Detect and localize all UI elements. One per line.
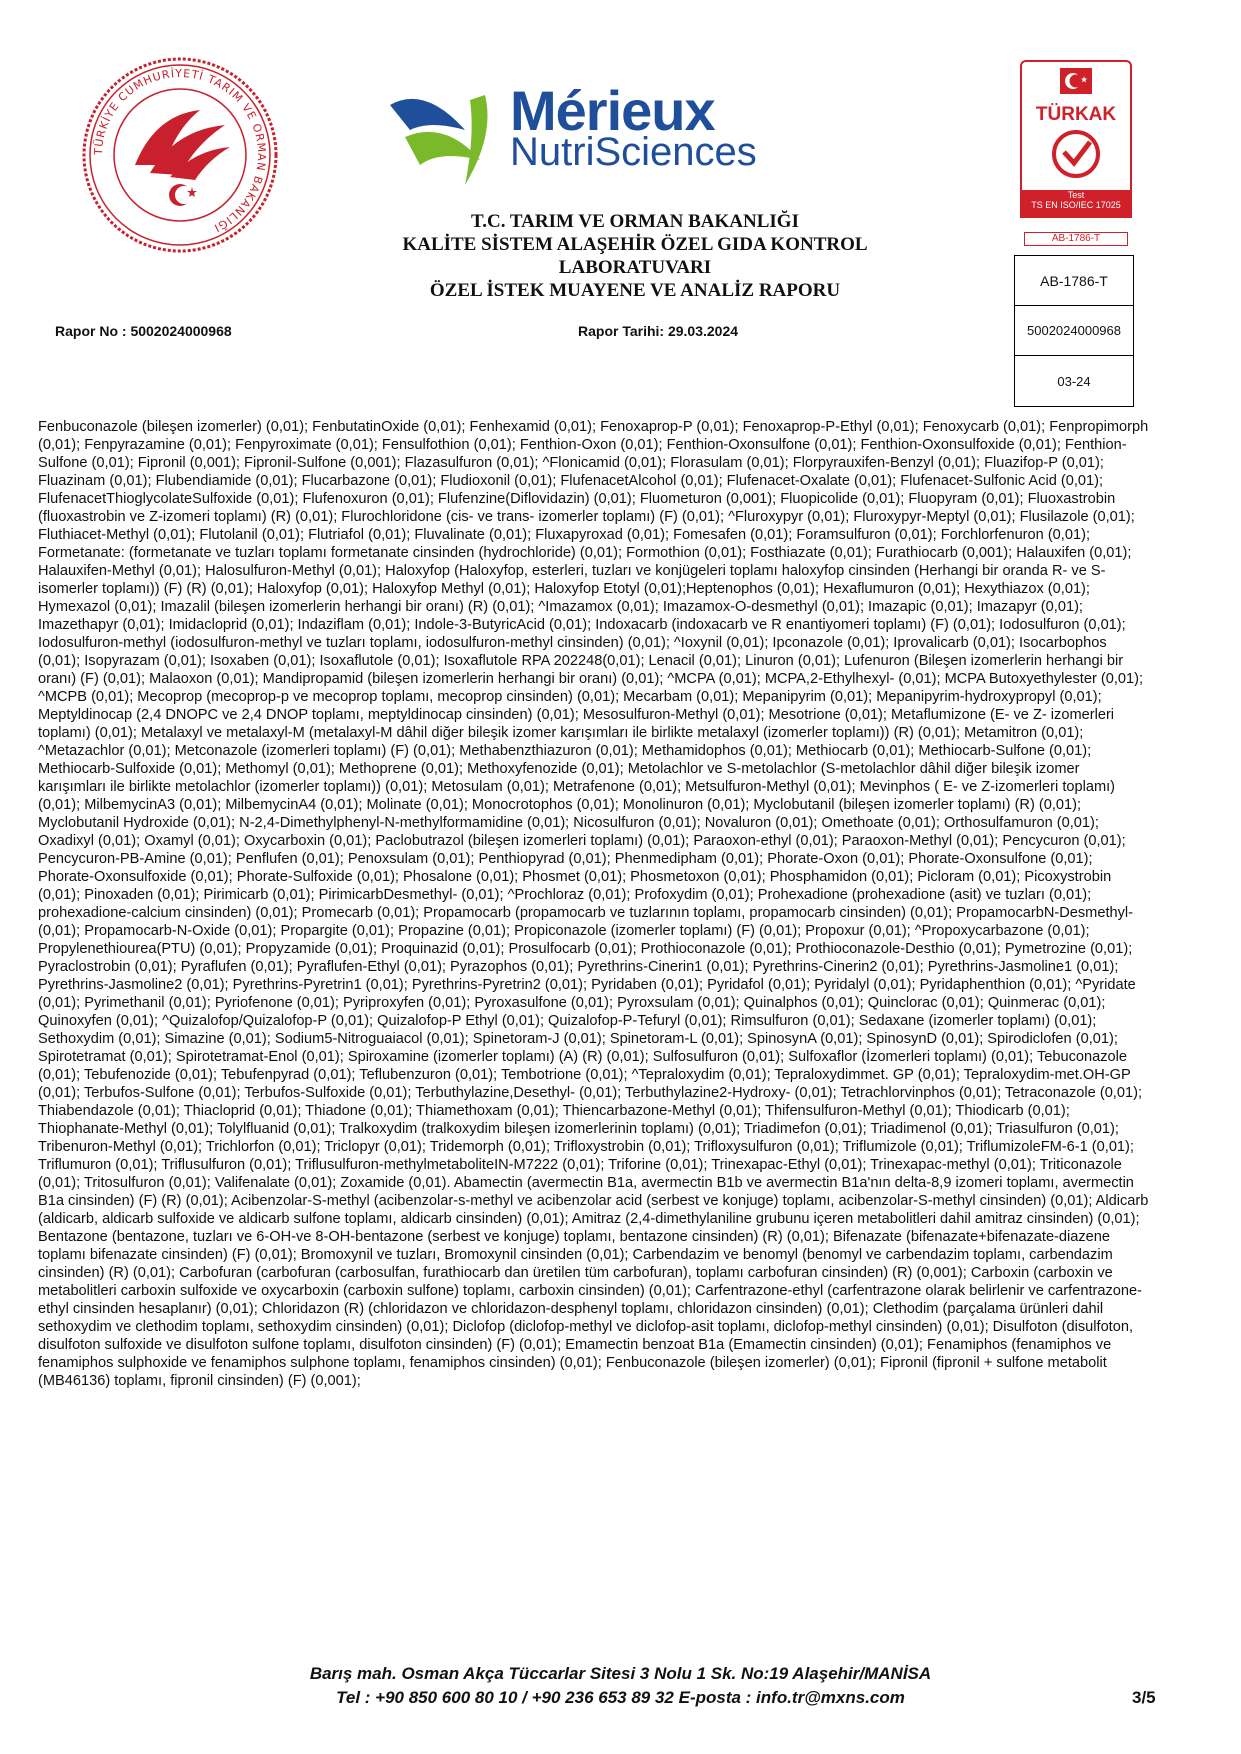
seal-ring-text: TÜRKİYE CUMHURİYETİ TARIM VE ORMAN BAKANLIĞI [91,66,269,235]
code-box-date: 03-24 [1057,373,1091,389]
title-line-report: ÖZEL İSTEK MUAYENE VE ANALİZ RAPORU [429,280,841,301]
turkak-mark [1020,60,1132,210]
turkak-brand: TÜRKAK [1035,104,1117,125]
code-box-accreditation: AB-1786-T [1015,256,1133,306]
analysis-parameter-list: Fenbuconazole (bileşen izomerler) (0,01); FenbutatinOxide (0,01); Fenhexamid (0,01); Fenoxaprop-P (0,01); Fenoxaprop-P-Ethyl (0,01); Fenoxycarb (0,01); Fenpropimorph (0,01); Fenpyrazamine (0,01); Fenpyroximate (0,01); Fensulfothion (0,01); Fenthion-Oxon (0,01); Fenthion-Oxonsulfone (0,01); Fenthion-Oxonsulfoxide (0,01); Fenthion-Sulfone (0,01); Fipronil (0,001); Fipronil-Sulfone (0,001); Flazasulfuron (0,01); ^Flonicamid (0,01); Florasulam (0,01); Florpyrauxifen-Benzyl (0,01); Fluazifop-P (0,01); Fluazinam (0,01); Flubendiamide (0,01); Flucarbazone (0,01); Fludioxonil (0,01); FlufenacetAlcohol (0,01); Flufenacet-Oxalate (0,01); Flufenacet-Sulfonic Acid (0,01); FlufenacetThioglycolateSulfoxide (0,01); Flufenoxuron (0,01); Flufenzine(Diflovidazin) (0,01); Fluometuron (0,001); Fluopicolide (0,01); Fluopyram (0,01); Fluoxastrobin (fluoxastrobin ve Z-izomeri toplamı) (R) (0,01); Flurochloridone (cis- ve trans- izomerler toplamı) (F) (0,01); ^Fluroxypyr (0,01); Fluroxypyr-Meptyl (0,01); Flusilazole (0,01); Fluthiacet-Methyl (0,01); Flutolanil (0,01); Flutriafol (0,01); Fluvalinate (0,01); Fluxapyroxad (0,01); Fomesafen (0,01); Foramsulfuron (0,01); Forchlorfenuron (0,01); Formetanate: (formetanate ve tuzları toplamı formetanate cinsinden (hydrochloride) (0,01); Formothion (0,01); Fosthiazate (0,01); Furathiocarb (0,001); Halauxifen (0,01); Halauxifen-Methyl (0,01); Halosulfuron-Methyl (0,01); Haloxyfop (Haloxyfop, esterleri, tuzları ve konjügeleri toplamı haloxyfop cinsinden (Herhangi bir oranda R- ve S- isomerler toplamı)) (F) (R) (0,01); Haloxyfop (0,01); Haloxyfop Methyl (0,01); Haloxyfop Etotyl (0,01);Heptenophos (0,01); Hexaflumuron (0,01); Hexythiazox (0,01); Hymexazol (0,01); Imazalil (bileşen izomerlerin herhangi bir oranı) (R) (0,01); ^Imazamox (0,01); Imazamox-O-desmethyl (0,01); Imazapic (0,01); Imazapyr (0,01); Imazethapyr (0,01); Imidacloprid (0,01); Indaziflam (0,01); Indole-3-ButyricAcid (0,01); Indoxacarb (indoxacarb ve R enantiyomeri toplamı) (F) (0,01); Iodosulfuron (0,01); Iodosulfuron-methyl (iodosulfuron-methyl ve tuzları toplamı, iodosulfuron-methyl cinsinden) (0,01); ^Ioxynil (0,01); Ipconazole (0,01); Iprovalicarb (0,01); Isocarbophos (0,01); Isopyrazam (0,01); Isoxaben (0,01); Isoxaflutole (0,01); Isoxaflutole RPA 202248(0,01); Lenacil (0,01); Linuron (0,01); Lufenuron (Bileşen izomerlerin herhangi bir oranı) (F) (0,01); Malaoxon (0,01); Mandipropamid (bileşen izomerlerin herhangi bir oranı) (0,01); ^MCPA (0,01); MCPA,2-Ethylhexyl- (0,01); MCPA Butoxyethylester (0,01); ^MCPB (0,01); Mecoprop (mecoprop-p ve mecoprop toplamı, mecoprop cinsinden) (0,01); Mecarbam (0,01); Mepanipyrim (0,01); Mepanipyrim-hydroxypropyl (0,01); Meptyldinocap (2,4 DNOPC ve 2,4 DNOP toplamı, meptyldinocap cinsinden) (0,01); Mesosulfuron-Methyl (0,01); Mesotrione (0,01); Metaflumizone (E- ve Z- izomerleri toplamı) (0,01); Metalaxyl ve metalaxyl-M (metalaxyl-M dâhil diğer bileşik izomer karışımları ile birlikte metalaxyl (izomerler toplamı)) (R) (0,01); Metamitron (0,01); ^Metazachlor (0,01); Metconazole (izomerleri toplamı) (F) (0,01); Methabenzthiazuron (0,01); Methamidophos (0,01); Methiocarb (0,01); Methiocarb-Sulfone (0,01); Methiocarb-Sulfoxide (0,01); Methomyl (0,01); Methoprene (0,01); Methoxyfenozide (0,01); Metolachlor ve S-metolachlor (S-metolachlor dâhil diğer bileşik izomer karışımları ile birlikte metolachlor (izomerler toplamı)) (0,01); Metosulam (0,01); Metrafenone (0,01); Metsulfuron-Methyl (0,01); Mevinphos ( E- ve Z-izomerleri toplamı) (0,01); MilbemycinA3 (0,01); MilbemycinA4 (0,01); Molinate (0,01); Monocrotophos (0,01); Monolinuron (0,01); Myclobutanil (bileşen izomerler toplamı) (R) (0,01); Myclobutanil Hydroxide (0,01); N-2,4-Dimethylphenyl-N-methylformamidine (0,01); Nicosulfuron (0,01); Novaluron (0,01); Omethoate (0,01); Orthosulfamuron (0,01); Oxadixyl (0,01); Oxamyl (0,01); Oxycarboxin (0,01); Paclobutrazol (bileşen izomerleri toplamı) (0,01); Paraoxon-ethyl (0,01); Paraoxon-Methyl (0,01); Pencycuron (0,01); Pencycuron-PB-Amine (0,01); Penflufen (0,01); Penoxsulam (0,01); Penthiopyrad (0,01); Phenmedipham (0,01); Phorate-Oxon (0,01); Phorate-Oxonsulfone (0,01); Phorate-Oxonsulfoxide (0,01); Phorate-Sulfoxide (0,01); Phosalone (0,01); Phosmet (0,01); Phosmetoxon (0,01); Phosphamidon (0,01); Picloram (0,01); Picoxystrobin (0,01); Pinoxaden (0,01); Pirimicarb (0,01); PirimicarbDesmethyl- (0,01); ^Prochloraz (0,01); Profoxydim (0,01); Prohexadione (prohexadione (asit) ve tuzları (0,01); prohexadione-calcium cinsinden) (0,01); Promecarb (0,01); Propamocarb (propamocarb ve tuzlarının toplamı, propamocarb cinsinden) (0,01); PropamocarbN-Desmethyl- (0,01); Propamocarb-N-Oxide (0,01); Propargite (0,01); Propazine (0,01); Propiconazole (izomerler toplamı) (F) (0,01); Propoxur (0,01); ^Propoxycarbazone (0,01); Propylenethiourea(PTU) (0,01); Propyzamide (0,01); Proquinazid (0,01); Prosulfocarb (0,01); Prothioconazole (0,01); Prothioconazole-Desthio (0,01); Pymetrozine (0,01); Pyraclostrobin (0,01); Pyraflufen (0,01); Pyraflufen-Ethyl (0,01); Pyrazophos (0,01); Pyrethrins-Cinerin1 (0,01); Pyrethrins-Cinerin2 (0,01); Pyrethrins-Jasmoline1 (0,01); Pyrethrins-Jasmoline2 (0,01); Pyrethrins-Pyretrin1 (0,01); Pyrethrins-Pyretrin2 (0,01); Pyridaben (0,01); Pyridafol (0,01); Pyridalyl (0,01); Pyridaphenthion (0,01); ^Pyridate (0,01); Pyrimethanil (0,01); Pyriofenone (0,01); Pyriproxyfen (0,01); Pyroxasulfone (0,01); Pyroxsulam (0,01); Quinalphos (0,01); Quinclorac (0,01); Quinmerac (0,01); Quinoxyfen (0,01); ^Quizalofop/Quizalofop-P (0,01); Quizalofop-P Ethyl (0,01); Quizalofop-P-Tefuryl (0,01); Rimsulfuron (0,01); Sedaxane (izomerler toplamı) (0,01); Sethoxydim (0,01); Simazine (0,01); Sodium5-Nitroguaiacol (0,01); Spinetoram-J (0,01); Spinetoram-L (0,01); SpinosynA (0,01); SpinosynD (0,01); Spirodiclofen (0,01); Spirotetramat (0,01); Spirotetramat-Enol (0,01); Spiroxamine (izomerler toplamı) (A) (R) (0,01); Sulfosulfuron (0,01); Sulfoxaflor (İzomerleri toplamı) (0,01); Tebuconazole (0,01); Tebufenozide (0,01); Tebufenpyrad (0,01); Teflubenzuron (0,01); Tembotrione (0,01); ^Tepraloxydim (0,01); Tepraloxydimmet. GP (0,01); Tepraloxydim-met.OH-GP (0,01); Terbufos-Sulfone (0,01); Terbufos-Sulfoxide (0,01); Terbuthylazine,Desethyl- (0,01); Terbuthylazine2-Hydroxy- (0,01); Tetrachlorvinphos (0,01); Tetraconazole (0,01); Thiabendazole (0,01); Thiacloprid (0,01); Thiadone (0,01); Thiamethoxam (0,01); Thiencarbazone-Methyl (0,01); Thifensulfuron-Methyl (0,01); Thiodicarb (0,01); Thiophanate-Methyl (0,01); Tolylfluanid (0,01); Tralkoxydim (tralkoxydim bileşen izomerlerinin toplamı) (0,01); Triadimefon (0,01); Triadimenol (0,01); Triasulfuron (0,01); Tribenuron-Methyl (0,01); Trichlorfon (0,01); Triclopyr (0,01); Tridemorph (0,01); Trifloxystrobin (0,01); Trifloxysulfuron (0,01); Triflumizole (0,01); TriflumizoleFM-6-1 (0,01); Triflumuron (0,01); Triflusulfuron (0,01); Triflusulfuron-methylmetaboliteIN-M7222 (0,01); Triforine (0,01); Trinexapac-Ethyl (0,01); Trinexapac-methyl (0,01); Triticonazole (0,01); Tritosulfuron (0,01); Valifenalate (0,01); Zoxamide (0,01). Abamectin (avermectin B1a, avermectin B1b ve avermectin B1a'nın delta-8,9 izomeri toplamı, avermectin B1a cinsinden) (F) (R) (0,01); Acibenzolar-S-methyl (acibenzolar-s-methyl ve acibenzolar acid (serbest ve konjuge) toplamı, acibenzolar-S-methyl cinsinden) (0,01); Aldicarb (aldicarb, aldicarb sulfoxide ve aldicarb sulfone toplamı, aldicarb cinsinden) (0,01); Amitraz (2,4-dimethylaniline grubunu içeren metabolitleri dahil amitraz cinsinden) (0,01); Bentazone (bentazone, tuzları ve 6-OH-ve 8-OH-bentazone (serbest ve konjuge) toplamı, bentazone cinsinden) (R) (0,01); Bifenazate (bifenazate+bifenazate-diazene toplamı bifenazate cinsinden) (F) (0,01); Bromoxynil ve tuzları, Bromoxynil cinsinden (0,01); Carbendazim ve benomyl (benomyl ve carbendazim toplamı, carbendazim cinsinden) (R) (0,01); Carbofuran (carbofuran (carbosulfan, furathiocarb dan üretilen tüm carbofuran), toplamı carbofuran cinsinden) (R) (0,001); Carboxin (carboxin ve metabolitleri carboxin sulfoxide ve oxycarboxin (carboxin sulfone) toplamı, carboxin cinsinden) (0,01); Carfentrazone-ethyl (carfentrazone olarak belirlenir ve carfentrazone-ethyl cinsinden hesaplanır) (0,01); Chloridazon (R) (chloridazon ve chloridazon-desphenyl toplamı, chloridazon cinsinden) (0,01); Clethodim (parçalama ürünleri dahil sethoxydim ve clethodim toplamı, sethoxydim cinsinden) (0,01); Diclofop (diclofop-methyl ve diclofop-asit toplamı, diclofop-methyl cinsinden) (0,01); Disulfoton (disulfoton, disulfoton sulfoxide ve disulfoton sulfone toplamı, disulfoton cinsinden) (F) (0,01); Emamectin benzoat B1a (Emamectin cinsinden) (0,01); Fenamiphos (fenamiphos ve fenamiphos sulphoxide ve fenamiphos sulphone toplamı, fenamiphos cinsinden) (0,01); Fenbuconazole (bileşen izomerler) (0,01); Fipronil (fipronil + sulfone metabolit (MB46136) toplamı, fipronil cinsinden) (F) (0,001); [38,419,1149,1389]
logo-subname: NutriSciences [510,130,757,174]
turkak-ab-code: AB-1786-T [1024,232,1128,246]
page-number: 3/5 [1132,1688,1156,1707]
report-title [320,210,950,302]
footer-contact: Tel : +90 850 600 80 10 / +90 236 653 89 32 E-posta : info.tr@mxns.com [336,1688,905,1707]
title-line-lab: KALİTE SİSTEM ALAŞEHİR ÖZEL GIDA KONTROL [402,234,868,255]
title-line-lab2: LABORATUVARI [558,257,712,278]
report-date: Rapor Tarihi: 29.03.2024 [578,323,739,339]
report-number: Rapor No : 5002024000968 [55,323,232,339]
turkak-test-label: Test [1067,190,1085,200]
footer-address: Barış mah. Osman Akça Tüccarlar Sitesi 3 Nolu 1 Sk. No:19 Alaşehir/MANİSA [309,1664,932,1683]
title-line-ministry: T.C. TARIM VE ORMAN BAKANLIĞI [471,211,799,232]
turkak-standard: TS EN ISO/IEC 17025 [1031,200,1121,210]
logo-name: Mérieux [510,79,715,142]
code-box-report-no: 5002024000968 [1015,306,1133,356]
code-box-table [1014,255,1134,407]
ministry-seal [80,55,280,255]
